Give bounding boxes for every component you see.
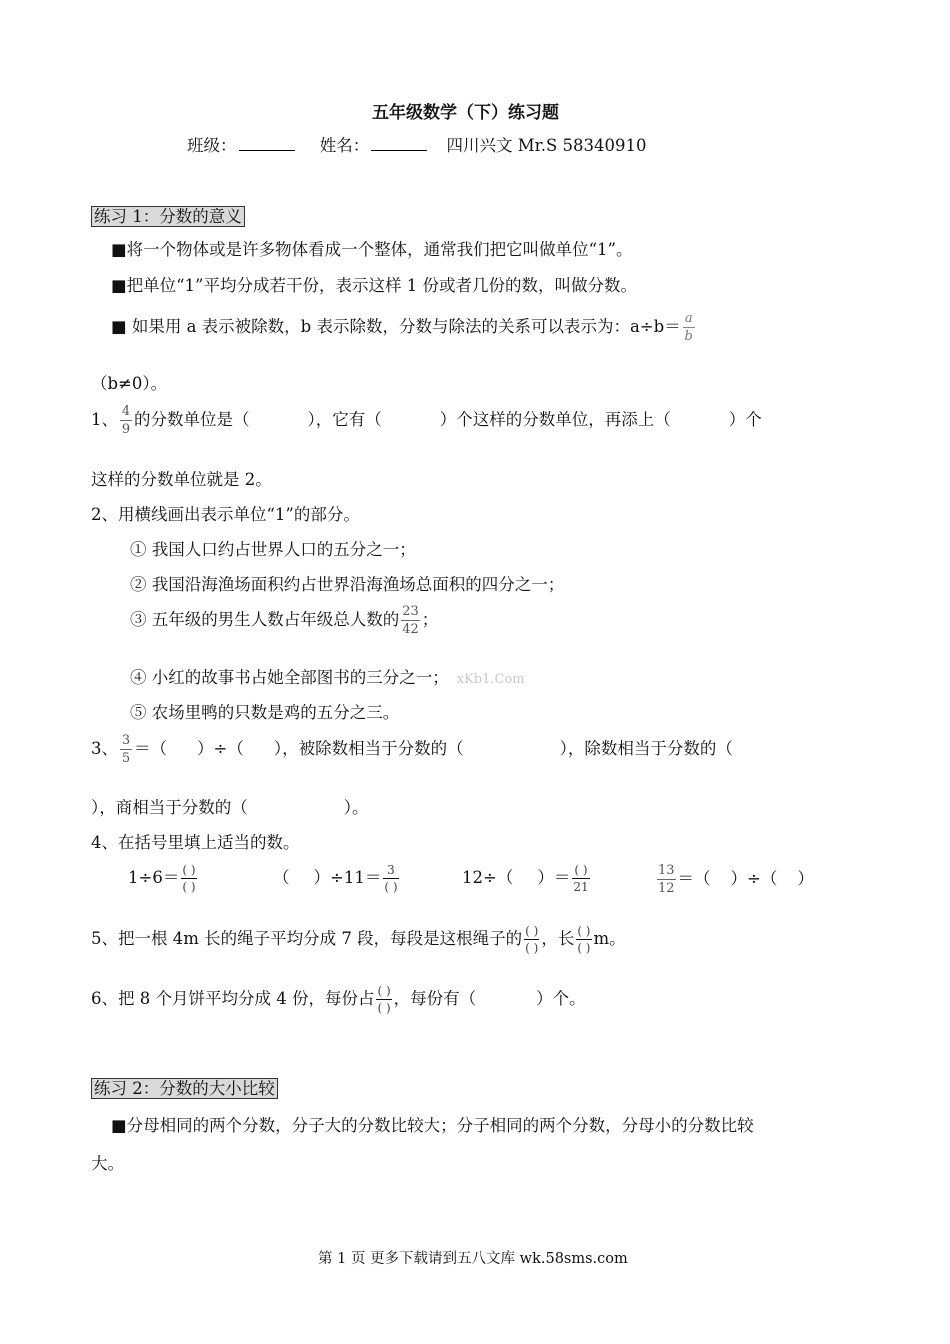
fraction-4-9 [120, 405, 132, 436]
section1-rule2: ■把单位“1”平均分成若干份，表示这样 1 份或者几份的数，叫做分数。 [111, 276, 637, 295]
q3-line2 [91, 794, 369, 818]
q2-item-1: ① 我国人口约占世界人口的五分之一； [130, 540, 416, 559]
fraction-numerator: 3 [121, 733, 131, 748]
fraction-numerator: ( ) [525, 924, 539, 938]
rule3-tail: （b≠0）。 [91, 374, 168, 393]
fraction-numerator: ( ) [377, 984, 391, 998]
q2-item-3 [130, 605, 438, 636]
q1-text-a: 的分数单位是（ [134, 410, 250, 429]
fraction-blank[interactable] [376, 985, 391, 1014]
fraction-3-5 [120, 734, 132, 765]
q4-e4-text-c: ） [797, 869, 814, 888]
fraction-bar [181, 878, 196, 879]
fraction-denominator: ( ) [182, 880, 196, 894]
fraction-blank[interactable] [181, 864, 196, 893]
section2-heading-wrap [91, 1075, 278, 1099]
fraction-numerator: ( ) [182, 863, 196, 877]
q5-text-b: ，长 [541, 929, 575, 948]
fraction-13-12 [657, 864, 676, 895]
fraction-denominator: b [684, 329, 693, 344]
q2-item-4-text: ④ 小红的故事书占她全部图书的三分之一； [130, 668, 449, 687]
section1-rule1: ■将一个物体或是许多物体看成一个整体，通常我们把它叫做单位“1”。 [111, 240, 633, 259]
q4-e3-text-b: ）＝ [537, 868, 571, 887]
q4-equation-2 [273, 864, 401, 893]
fraction-denominator: 42 [402, 622, 419, 637]
q4-e2-text-b: ）÷11＝ [313, 868, 382, 887]
fraction-numerator: 13 [658, 863, 675, 878]
q6-text-a: 6、把 8 个月饼平均分成 4 份，每份占 [91, 989, 375, 1008]
fraction-denominator: 9 [121, 422, 131, 437]
fraction-bar [401, 620, 420, 621]
q5-text-c: m。 [593, 929, 626, 948]
q2-item-3-tail: ； [421, 610, 439, 629]
section2-rule1: ■分母相同的两个分数，分子大的分数比较大；分子相同的两个分数，分母小的分数比较 [111, 1116, 754, 1135]
fraction-3-over-blank[interactable] [383, 864, 398, 893]
q2-item-3-text: ③ 五年级的男生人数占年级总人数的 [130, 610, 400, 629]
q4-e4-text-b: ）÷（ [730, 869, 778, 888]
fraction-bar [120, 420, 132, 421]
fraction-denominator: 12 [658, 881, 675, 896]
q1-text-c: ）个这样的分数单位，再添上（ [439, 410, 671, 429]
q3-text-c: ），被除数相当于分数的（ [273, 739, 464, 758]
q4-e1-text: 1÷6＝ [128, 868, 180, 887]
question-6 [91, 985, 586, 1014]
q5-text-a: 5、把一根 4m 长的绳子平均分成 7 段，每段是这根绳子的 [91, 929, 523, 948]
name-label: 姓名： [319, 136, 370, 155]
fraction-bar [683, 327, 695, 328]
q3-text-b: ）÷（ [197, 739, 244, 758]
fraction-blank[interactable] [576, 925, 591, 954]
fraction-a-over-b [683, 312, 695, 343]
q4-e3-text-a: 12÷（ [462, 868, 514, 887]
fraction-denominator: 21 [573, 880, 589, 894]
q3-number: 3、 [91, 739, 118, 758]
q1-number: 1、 [91, 410, 118, 429]
q1-line2: 这样的分数单位就是 2。 [91, 470, 272, 489]
fraction-denominator: 5 [121, 751, 131, 766]
fraction-numerator: 3 [387, 863, 395, 877]
q4-equation-4 [655, 864, 814, 895]
fraction-numerator: ( ) [577, 924, 591, 938]
fraction-23-42 [401, 605, 420, 636]
author-info: 四川兴文 Mr.S 58340910 [446, 136, 647, 155]
q4-e2-text-a: （ [273, 868, 290, 887]
section1-heading: 练习 1：分数的意义 [91, 206, 245, 227]
q4-e4-text-a: ＝（ [677, 869, 711, 888]
fraction-numerator: ( ) [574, 863, 588, 877]
fraction-numerator: 4 [121, 404, 131, 419]
header-info-line [187, 132, 647, 156]
fraction-denominator: ( ) [577, 941, 591, 955]
q1-text-d: ）个 [728, 410, 762, 429]
fraction-bar [572, 878, 589, 879]
name-blank[interactable] [371, 136, 427, 151]
class-label: 班级： [187, 136, 237, 155]
fraction-blank[interactable] [524, 925, 539, 954]
q4-equation-1 [128, 864, 199, 893]
page-footer: 第 1 页 更多下载请到五八文库 wk.58sms.com [318, 1251, 628, 1267]
question-1 [91, 405, 762, 436]
q2-item-5: ⑤ 农场里鸭的只数是鸡的五分之三。 [130, 703, 400, 722]
q2-item-2: ② 我国沿海渔场面积约占世界沿海渔场总面积的四分之一； [130, 575, 565, 594]
fraction-denominator: ( ) [377, 1001, 391, 1015]
fraction-bar [524, 939, 539, 940]
watermark-text: xKb1.Com [456, 672, 525, 687]
question-4: 4、在括号里填上适当的数。 [91, 833, 300, 852]
q3-line2-text: ），商相当于分数的（ [91, 798, 248, 817]
section1-rule3 [111, 312, 697, 343]
q3-line2-end: ）。 [343, 798, 369, 817]
fraction-denominator: ( ) [384, 880, 398, 894]
section2-heading: 练习 2：分数的大小比较 [91, 1078, 278, 1099]
fraction-numerator: a [684, 311, 693, 326]
fraction-bar [383, 878, 398, 879]
fraction-bar [120, 749, 132, 750]
section2-rule1-line2: 大。 [91, 1154, 124, 1173]
fraction-denominator: ( ) [525, 941, 539, 955]
q1-text-b: ），它有（ [307, 410, 382, 429]
question-5 [91, 925, 626, 954]
q6-text-b: ，每份有（ [393, 989, 477, 1008]
q3-text-d: ），除数相当于分数的（ [559, 739, 733, 758]
class-blank[interactable] [239, 136, 295, 151]
rule3-text: ■ 如果用 a 表示被除数，b 表示除数，分数与除法的关系可以表示为：a÷b＝ [111, 317, 681, 336]
fraction-bar [576, 939, 591, 940]
q3-text-a: ＝（ [134, 739, 167, 758]
fraction-numerator: 23 [402, 604, 419, 619]
section1-heading-wrap [91, 203, 245, 227]
fraction-blank-over-21[interactable] [572, 864, 589, 893]
page-title: 五年级数学（下）练习题 [372, 103, 559, 123]
fraction-bar [376, 999, 391, 1000]
q4-equation-3 [462, 864, 592, 893]
fraction-bar [657, 879, 676, 880]
question-3 [91, 734, 733, 765]
question-2: 2、用横线画出表示单位“1”的部分。 [91, 505, 360, 524]
q2-item-4 [130, 664, 525, 688]
q6-text-c: ）个。 [536, 989, 586, 1008]
